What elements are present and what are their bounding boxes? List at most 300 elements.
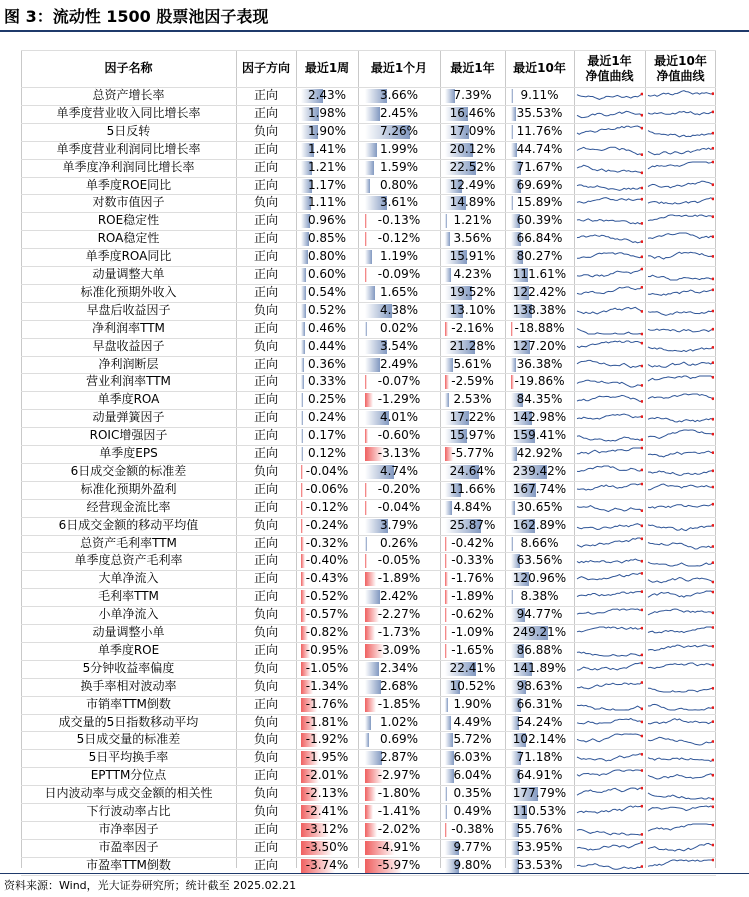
- curve-end-marker: [712, 110, 714, 113]
- figure-title: 图 3：流动性 1500 股票池因子表现: [4, 7, 269, 26]
- curve-end-marker: [712, 687, 714, 690]
- return-cell-w1: [296, 588, 358, 606]
- value-label: 0.24%: [307, 410, 347, 425]
- direction-cell: 正向: [253, 392, 278, 407]
- factor-name-cell: ROIC增强因子: [89, 428, 168, 443]
- table-row: [21, 373, 716, 391]
- curve-line: [648, 162, 713, 169]
- value-label: 0.02%: [379, 320, 419, 335]
- curve-end-marker: [641, 627, 643, 630]
- table-row: [21, 266, 716, 284]
- net-value-curve-1year: [576, 213, 643, 228]
- curve-end-marker: [712, 278, 714, 281]
- curve-line: [648, 542, 713, 549]
- value-label: 80.27%: [516, 249, 563, 264]
- return-cell-w1: [296, 105, 358, 123]
- curve-line: [577, 380, 642, 387]
- value-bar: [445, 375, 449, 389]
- return-cell-m1: [358, 678, 440, 696]
- return-cell-m1: [358, 373, 440, 391]
- return-cell-w1: [296, 857, 358, 875]
- curve-end-marker: [641, 833, 643, 836]
- return-cell-y1: [440, 714, 505, 732]
- direction-cell: 正向: [253, 88, 278, 102]
- return-cell-y1: [440, 660, 505, 678]
- curve-end-marker: [712, 706, 714, 709]
- value-label: 10.52%: [449, 678, 496, 693]
- table-row: [21, 606, 716, 624]
- factor-name-cell: 单季度净利润同比增长率: [62, 159, 195, 174]
- net-value-curve-10year: [647, 303, 714, 318]
- curve-line: [648, 451, 713, 457]
- value-bar: [365, 393, 373, 407]
- value-label: 0.54%: [307, 284, 347, 299]
- value-label: -18.88%: [514, 320, 565, 335]
- value-label: 0.26%: [379, 535, 419, 550]
- net-value-curve-1year: [576, 106, 643, 121]
- return-cell-y1: [440, 785, 505, 803]
- value-bar: [445, 214, 447, 228]
- curve-line: [648, 471, 713, 476]
- direction-cell: 正向: [253, 356, 278, 371]
- curve-end-marker: [641, 198, 643, 201]
- value-bar: [301, 304, 306, 318]
- return-cell-m1: [358, 409, 440, 427]
- table-row: [21, 356, 716, 374]
- value-label: -4.91%: [377, 839, 421, 854]
- direction-cell: 负向: [253, 123, 278, 138]
- value-label: 2.53%: [453, 392, 492, 407]
- curve-line: [648, 311, 713, 315]
- return-cell-y10: [505, 302, 574, 320]
- direction-cell: 正向: [253, 589, 278, 604]
- curve-line: [648, 362, 713, 367]
- value-label: 102.14%: [512, 732, 567, 747]
- curve-line: [577, 94, 642, 99]
- return-cell-y10: [505, 642, 574, 660]
- factor-name-cell: EPTTM分位点: [90, 768, 167, 783]
- return-cell-m1: [358, 463, 440, 481]
- table-row: [21, 230, 716, 248]
- value-label: 110.53%: [512, 804, 567, 818]
- value-label: 120.96%: [512, 571, 567, 586]
- value-label: -2.97%: [377, 768, 421, 783]
- value-label: 249.21%: [512, 625, 567, 639]
- factor-name-cell: 动量调整小单: [92, 625, 165, 639]
- return-cell-y1: [440, 481, 505, 499]
- return-cell-m1: [358, 588, 440, 606]
- curve-end-marker: [641, 805, 643, 808]
- net-value-curve-10year: [647, 679, 714, 694]
- return-cell-w1: [296, 535, 358, 553]
- curve-end-marker: [712, 524, 714, 527]
- value-bar: [365, 483, 367, 497]
- value-bar: [365, 662, 380, 676]
- net-value-curve-10year: [647, 446, 714, 461]
- direction-cell: 负向: [253, 302, 278, 317]
- net-value-curve-1year: [576, 303, 643, 318]
- return-cell-y1: [440, 105, 505, 123]
- value-label: -0.12%: [305, 499, 349, 514]
- curve-line: [648, 793, 713, 799]
- value-bar: [511, 322, 514, 336]
- return-cell-m1: [358, 517, 440, 535]
- curve-end-marker: [641, 171, 643, 174]
- return-cell-m1: [358, 624, 440, 642]
- curve-line: [577, 842, 642, 850]
- return-cell-y10: [505, 552, 574, 570]
- net-value-curve-1year: [576, 536, 643, 551]
- curve-line: [577, 360, 642, 367]
- value-label: -0.42%: [451, 535, 494, 550]
- return-cell-y10: [505, 141, 574, 159]
- value-label: 3.79%: [379, 517, 419, 532]
- value-label: -0.06%: [305, 481, 349, 496]
- return-cell-m1: [358, 87, 440, 105]
- value-label: 0.96%: [307, 213, 347, 228]
- value-label: 4.49%: [453, 714, 492, 729]
- curve-line: [648, 843, 713, 851]
- return-cell-w1: [296, 731, 358, 749]
- return-cell-m1: [358, 266, 440, 284]
- value-label: 0.85%: [307, 231, 347, 246]
- table-row: [21, 159, 716, 177]
- net-value-curve-10year: [647, 571, 714, 586]
- return-cell-m1: [358, 159, 440, 177]
- value-label: -0.20%: [377, 481, 421, 496]
- table-row: [21, 463, 716, 481]
- return-cell-y1: [440, 463, 505, 481]
- factor-name-cell: 小单净流入: [98, 607, 159, 622]
- table-row: [21, 177, 716, 195]
- value-label: 53.53%: [516, 857, 563, 872]
- value-label: -3.50%: [305, 839, 349, 854]
- value-bar: [365, 537, 367, 551]
- value-label: -1.73%: [377, 625, 421, 639]
- row-divider: [21, 875, 716, 876]
- curve-line: [648, 704, 713, 710]
- net-value-curve-10year: [647, 285, 714, 300]
- return-cell-w1: [296, 481, 358, 499]
- value-label: -0.40%: [305, 553, 349, 568]
- factor-name-cell: 总资产增长率: [92, 88, 165, 102]
- value-label: 44.74%: [516, 141, 563, 156]
- curve-line: [648, 562, 713, 566]
- factor-name-cell: 单季度ROA同比: [85, 249, 172, 264]
- return-cell-y1: [440, 535, 505, 553]
- value-label: -1.89%: [377, 571, 421, 586]
- return-cell-y10: [505, 714, 574, 732]
- return-cell-w1: [296, 302, 358, 320]
- curve-end-marker: [641, 560, 643, 563]
- return-cell-y10: [505, 588, 574, 606]
- value-label: 63.56%: [516, 553, 563, 568]
- direction-cell: 正向: [253, 105, 278, 120]
- factor-name-cell: ROA稳定性: [97, 231, 160, 246]
- curve-end-marker: [641, 384, 643, 387]
- value-label: -0.24%: [305, 517, 349, 532]
- curve-line: [577, 269, 642, 277]
- curve-line: [577, 609, 642, 614]
- curve-line: [577, 734, 642, 742]
- value-label: -1.05%: [305, 660, 349, 675]
- table-row: [21, 212, 716, 230]
- direction-cell: 正向: [253, 213, 278, 228]
- value-bar: [445, 823, 447, 837]
- factor-table: [21, 50, 716, 872]
- value-bar: [301, 429, 303, 443]
- direction-cell: 正向: [253, 267, 278, 281]
- value-label: 0.35%: [453, 786, 492, 801]
- curve-line: [648, 430, 713, 439]
- value-label: 11.66%: [449, 481, 496, 496]
- curve-line: [577, 448, 642, 454]
- factor-name-cell: 净利润率TTM: [92, 320, 165, 335]
- value-label: 55.76%: [516, 821, 563, 836]
- direction-cell: 负向: [253, 732, 278, 747]
- curve-end-marker: [641, 572, 643, 575]
- value-label: 8.38%: [520, 589, 559, 604]
- value-label: 35.53%: [516, 105, 563, 120]
- value-label: 24.64%: [449, 463, 496, 478]
- curve-end-marker: [712, 451, 714, 454]
- return-cell-w1: [296, 356, 358, 374]
- curve-end-marker: [712, 433, 714, 436]
- value-label: -1.34%: [305, 678, 349, 693]
- value-label: -3.12%: [305, 821, 349, 836]
- table-row: [21, 123, 716, 141]
- table-row: [21, 141, 716, 159]
- curve-line: [577, 829, 642, 835]
- net-value-curve-10year: [647, 858, 714, 873]
- value-bar: [365, 626, 376, 640]
- value-bar: [511, 358, 517, 372]
- table-row: [21, 391, 716, 409]
- curve-line: [577, 184, 642, 190]
- net-value-curve-10year: [647, 106, 714, 121]
- return-cell-w1: [296, 624, 358, 642]
- table-row: [21, 731, 716, 749]
- return-cell-m1: [358, 123, 440, 141]
- curve-line: [648, 198, 713, 204]
- net-value-curve-1year: [576, 786, 643, 801]
- value-bar: [445, 698, 448, 712]
- value-bar: [365, 733, 369, 747]
- return-cell-y10: [505, 284, 574, 302]
- net-value-curve-1year: [576, 231, 643, 246]
- value-bar: [301, 519, 303, 533]
- table-row: [21, 248, 716, 266]
- value-label: 60.39%: [516, 213, 563, 228]
- return-cell-w1: [296, 517, 358, 535]
- value-label: 22.52%: [449, 159, 496, 174]
- return-cell-y10: [505, 445, 574, 463]
- direction-cell: 负向: [253, 463, 278, 478]
- factor-name-cell: 动量弹簧因子: [92, 410, 165, 425]
- return-cell-y1: [440, 338, 505, 356]
- header-1week: 最近1周: [304, 61, 350, 75]
- return-cell-y1: [440, 373, 505, 391]
- value-label: -2.02%: [377, 821, 421, 836]
- net-value-curve-10year: [647, 553, 714, 568]
- value-label: 127.20%: [512, 338, 567, 353]
- header-10year: 最近10年: [513, 61, 566, 75]
- return-cell-y10: [505, 481, 574, 499]
- curve-line: [577, 538, 642, 547]
- net-value-curve-10year: [647, 840, 714, 855]
- curve-line: [648, 591, 713, 597]
- curve-line: [648, 663, 713, 669]
- value-label: 142.98%: [512, 410, 567, 425]
- net-value-curve-1year: [576, 518, 643, 533]
- direction-cell: 正向: [253, 821, 278, 836]
- curve-line: [648, 738, 713, 746]
- value-label: -0.62%: [451, 607, 494, 622]
- direction-cell: 正向: [253, 535, 278, 550]
- curve-end-marker: [641, 153, 643, 156]
- net-value-curve-1year: [576, 339, 643, 354]
- direction-cell: 负向: [253, 660, 278, 675]
- value-bar: [365, 680, 382, 694]
- value-label: 30.65%: [516, 499, 563, 514]
- value-bar: [445, 608, 447, 622]
- value-label: 84.35%: [516, 392, 563, 407]
- return-cell-y10: [505, 105, 574, 123]
- net-value-curve-10year: [647, 410, 714, 425]
- table-row: [21, 696, 716, 714]
- table-row: [21, 767, 716, 785]
- net-value-curve-1year: [576, 249, 643, 264]
- curve-line: [648, 181, 713, 188]
- header-1year-curve: 最近1年 净值曲线: [585, 53, 634, 83]
- value-label: -0.07%: [377, 374, 421, 389]
- value-bar: [365, 698, 376, 712]
- value-bar: [365, 268, 367, 282]
- return-cell-y10: [505, 338, 574, 356]
- value-bar: [365, 232, 367, 246]
- table-row: [21, 785, 716, 803]
- curve-line: [577, 307, 642, 314]
- curve-line: [648, 215, 713, 221]
- value-bar: [445, 232, 450, 246]
- direction-cell: 正向: [253, 571, 278, 586]
- value-bar: [365, 608, 379, 622]
- value-bar: [445, 626, 447, 640]
- net-value-curve-10year: [647, 178, 714, 193]
- direction-cell: 负向: [253, 678, 278, 693]
- net-value-curve-1year: [576, 625, 643, 640]
- value-label: -0.05%: [377, 553, 421, 568]
- return-cell-y10: [505, 731, 574, 749]
- curve-line: [577, 235, 642, 243]
- value-label: 1.02%: [379, 714, 419, 729]
- value-label: -1.85%: [377, 696, 421, 711]
- direction-cell: 正向: [253, 141, 278, 156]
- value-label: 0.33%: [307, 374, 347, 389]
- value-bar: [365, 554, 367, 568]
- curve-end-marker: [712, 418, 714, 421]
- return-cell-w1: [296, 606, 358, 624]
- return-cell-y1: [440, 177, 505, 195]
- net-value-curve-10year: [647, 392, 714, 407]
- factor-name-cell: 单季度营业利润同比增长率: [56, 141, 201, 156]
- value-label: 1.99%: [379, 141, 419, 156]
- row-divider: [21, 50, 716, 51]
- return-cell-y1: [440, 87, 505, 105]
- return-cell-m1: [358, 714, 440, 732]
- value-label: 2.45%: [379, 105, 419, 120]
- net-value-curve-10year: [647, 607, 714, 622]
- value-label: -0.95%: [305, 642, 349, 657]
- table-row: [21, 409, 716, 427]
- return-cell-y10: [505, 320, 574, 338]
- net-value-curve-10year: [647, 715, 714, 730]
- curve-line: [577, 592, 642, 597]
- curve-line: [577, 505, 642, 511]
- value-bar: [445, 358, 453, 372]
- factor-name-cell: 单季度营业收入同比增长率: [56, 105, 201, 120]
- value-label: 1.65%: [379, 284, 419, 299]
- return-cell-m1: [358, 785, 440, 803]
- value-label: 20.12%: [449, 141, 496, 156]
- curve-end-marker: [641, 222, 643, 225]
- net-value-curve-1year: [576, 428, 643, 443]
- value-label: -0.13%: [377, 213, 421, 228]
- direction-cell: 正向: [253, 428, 278, 443]
- factor-name-cell: 营业利润率TTM: [86, 374, 171, 389]
- curve-end-marker: [712, 235, 714, 238]
- value-label: 1.11%: [307, 195, 347, 210]
- return-cell-y10: [505, 624, 574, 642]
- curve-line: [577, 341, 642, 348]
- curve-line: [577, 126, 642, 134]
- direction-cell: 正向: [253, 857, 278, 872]
- return-cell-w1: [296, 463, 358, 481]
- factor-name-cell: 5日成交量的标准差: [76, 732, 181, 747]
- direction-cell: 负向: [253, 607, 278, 622]
- curve-line: [577, 165, 642, 173]
- return-cell-m1: [358, 839, 440, 857]
- direction-cell: 正向: [253, 839, 278, 854]
- value-label: 111.61%: [512, 267, 567, 281]
- net-value-curve-1year: [576, 858, 643, 873]
- return-cell-y10: [505, 266, 574, 284]
- curve-line: [648, 484, 713, 490]
- curve-end-marker: [641, 653, 643, 656]
- curve-end-marker: [641, 255, 643, 258]
- return-cell-m1: [358, 212, 440, 230]
- return-cell-y1: [440, 642, 505, 660]
- net-value-curve-1year: [576, 768, 643, 783]
- value-label: 16.46%: [449, 105, 496, 120]
- net-value-curve-1year: [576, 464, 643, 479]
- return-cell-y1: [440, 194, 505, 212]
- table-row: [21, 87, 716, 105]
- direction-cell: 正向: [253, 446, 278, 460]
- value-label: 3.56%: [453, 231, 492, 246]
- factor-name-cell: 单季度EPS: [99, 446, 158, 460]
- return-cell-y1: [440, 409, 505, 427]
- return-cell-w1: [296, 785, 358, 803]
- value-label: -0.04%: [377, 499, 421, 514]
- direction-cell: 负向: [253, 195, 278, 210]
- value-label: 17.09%: [449, 123, 496, 138]
- value-label: 1.90%: [453, 696, 492, 711]
- value-bar: [365, 823, 378, 837]
- return-cell-y10: [505, 606, 574, 624]
- return-cell-m1: [358, 481, 440, 499]
- value-bar: [511, 107, 516, 121]
